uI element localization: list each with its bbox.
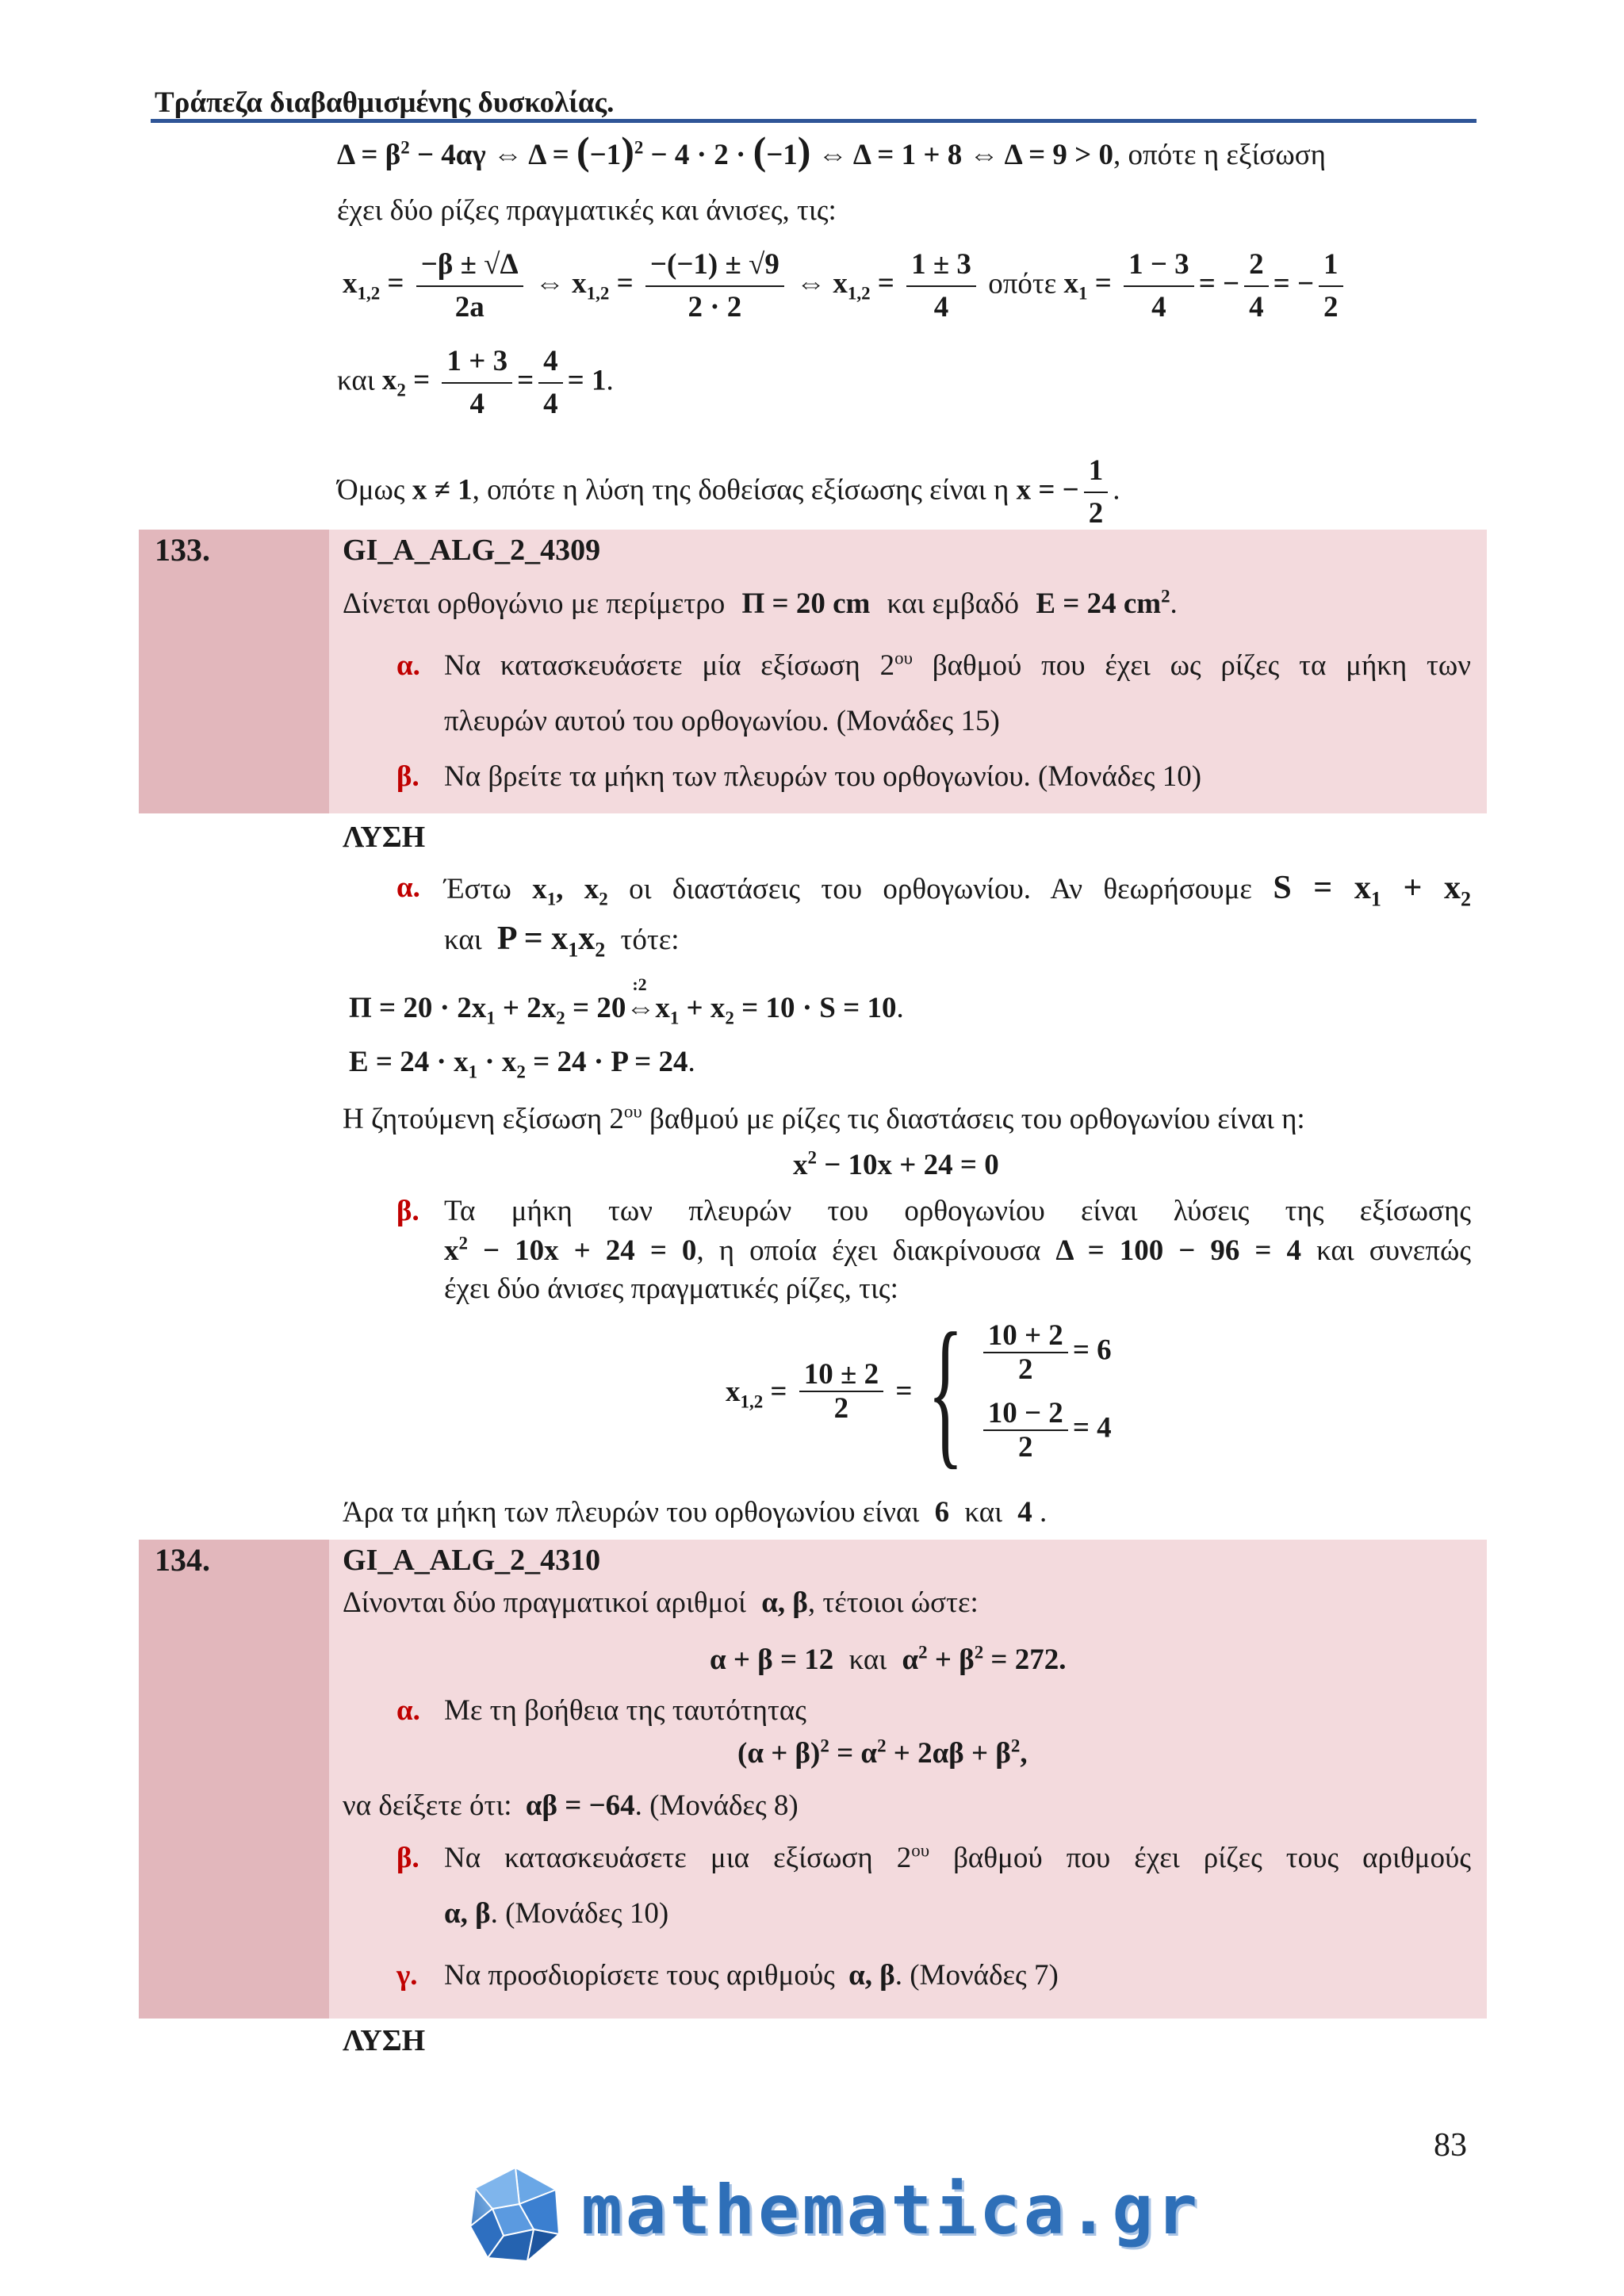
problem-134-alpha-text: Με τη βοήθεια της ταυτότητας	[444, 1694, 806, 1727]
required-equation-label: Η ζητούμενη εξίσωση $2^{o\upsilon}$ βαθμού με ρίζες τις διαστάσεις του ορθογωνίου είναι η:	[343, 1101, 1305, 1135]
x2-line: και $x_2$ = $\frac{1 + 3}{4}$ = $\frac{4}{4}$ = 1.	[337, 342, 614, 423]
problem-133-beta-text: Να βρείτε τα μήκη των πλευρών του ορθογωνίου. (Μονάδες 10)	[444, 760, 1202, 793]
two-roots-line: έχει δύο ρίζες πραγματικές και άνισες, τις:	[337, 194, 837, 227]
solution-133-beta-label: β.	[396, 1195, 419, 1227]
problem-133-beta-label: β.	[396, 760, 419, 793]
solution-134-heading: ΛΥΣΗ	[343, 2024, 426, 2057]
problem-134-beta-label: β.	[396, 1842, 419, 1874]
identity: $(\alpha + \beta)^2 = \alpha^2 + 2\alpha\beta + \beta^2$,	[737, 1735, 1028, 1770]
problem-134-gamma-label: γ.	[396, 1959, 418, 1992]
left-brace: {	[927, 1299, 963, 1483]
problem-133-statement: Δίνεται ορθογώνιο με περίμετρο Π = 20 cm και εμβαδό E = 24 $cm^2$.	[343, 586, 1178, 620]
problem-134-code: GI_A_ALG_2_4310	[343, 1544, 601, 1577]
perimeter-equation: $\Pi = 20 \cdot 2x_1 + 2x_2 = 20$ :2 $\Leftrightarrow x_1 + x_2 = 10 \cdot S = 10$.	[349, 974, 904, 1028]
roots-cases: $x_{1,2}$ = $\frac{10 \pm 2}{2}$ = { $\frac{10 + 2}{2}$ = 6 $\frac{10 - 2}{2}$ = 4	[726, 1299, 1112, 1483]
problem-133-number-cell	[139, 530, 329, 813]
solution-133-beta-line1: Τα μήκη των πλευρών του ορθογωνίου είναι λύσεις της εξίσωσης	[444, 1195, 1471, 1227]
logo-text: mathematica.gr	[581, 2171, 1201, 2250]
problem-133-alpha-text: Να κατασκευάσετε μία εξίσωση $2^{o\upsilon}$ βαθμού που έχει ως ρίζες τα μήκη των	[444, 648, 1472, 682]
quadratic-equation: $x^2 - 10x + 24 = 0$	[793, 1147, 999, 1181]
solution-133-conclusion: Άρα τα μήκη των πλευρών του ορθογωνίου είναι 6 και 4 .	[343, 1496, 1048, 1529]
problem-134-show: να δείξετε ότι: αβ = −64. (Μονάδες 8)	[343, 1789, 799, 1822]
polyhedron-logo-icon	[464, 2163, 567, 2266]
problem-133-code: GI_A_ALG_2_4309	[343, 534, 601, 567]
problem-134-gamma-text: Να προσδιορίσετε τους αριθμούς α, β. (Μονάδες 7)	[444, 1959, 1059, 1992]
problem-134-number: 134.	[155, 1542, 210, 1578]
solution-133-heading: ΛΥΣΗ	[343, 821, 426, 854]
header-rule	[151, 119, 1477, 123]
solution-133-alpha-line1: Έστω $x_1$, $x_2$ οι διαστάσεις του ορθογωνίου. Αν θεωρήσουμε $S = x_1 + x_2$	[444, 870, 1472, 911]
problem-133-alpha-text-2: πλευρών αυτού του ορθογωνίου. (Μονάδες 15)	[444, 705, 1000, 737]
problem-133-number: 133.	[155, 532, 210, 568]
problem-134-statement: Δίνονται δύο πραγματικοί αριθμοί α, β, τέτοιοι ώστε:	[343, 1586, 979, 1619]
mathematica-logo	[464, 2163, 1201, 2266]
however-line: Όμως x ≠ 1, οπότε η λύση της δοθείσας εξίσωσης είναι η x = − $\frac{1}{2}$ .	[337, 452, 1120, 533]
problem-134-beta-text: Να κατασκευάσετε μια εξίσωση $2^{o\upsilon}$ βαθμού που έχει ρίζες τους αριθμούς	[444, 1840, 1471, 1874]
problem-134-alpha-label: α.	[396, 1694, 420, 1727]
problem-134-conditions: α + β = 12 και $\alpha^2 + \beta^2 = 272$.	[710, 1642, 1067, 1676]
roots-formula-line: $x_{1,2}$ = $\frac{-\beta \pm √\Delta}{2a}$ ⇔ $x_{1,2}$ = $\frac{-(-1) \pm √9}{2 \cdot 2}$ ⇔ $x_{1,2}$ = $\frac{1 \pm 3}{4}$ οπότε $x_1$ = $\frac{1 - 3}{4}$ = − $\frac{2}{4}$ = − $\frac{1}{2}$	[343, 246, 1348, 327]
problem-133-alpha-label: α.	[396, 649, 420, 682]
problem-134-beta-text-2: α, β. (Μονάδες 10)	[444, 1897, 669, 1930]
solution-133-beta-line2: $x^2 - 10x + 24 = 0$, η οποία έχει διακρίνουσα Δ = 100 − 96 = 4 και συνεπώς	[444, 1233, 1472, 1267]
page-number: 83	[1434, 2127, 1467, 2164]
solution-133-beta-line3: έχει δύο άνισες πραγματικές ρίζες, τις:	[444, 1272, 898, 1305]
solution-133-alpha-label: α.	[396, 871, 420, 904]
delta-line: $\Delta = \beta^2 - 4\alpha\gamma$ ⇔ $\Delta = (-1)^2 - 4 \cdot 2 \cdot (-1)$ ⇔ Δ = 1 + 8 ⇔ Δ = 9 > 0, οπότε η εξίσωση	[337, 128, 1327, 173]
page-header-title: Τράπεζα διαβαθμισμένης δυσκολίας.	[155, 86, 615, 119]
area-equation: $E = 24 \cdot x_1 \cdot x_2 = 24 \cdot P = 24$.	[349, 1046, 695, 1082]
problem-134-number-cell	[139, 1540, 329, 2019]
solution-133-alpha-line2: και $P = x_1x_2$ τότε:	[444, 920, 680, 962]
